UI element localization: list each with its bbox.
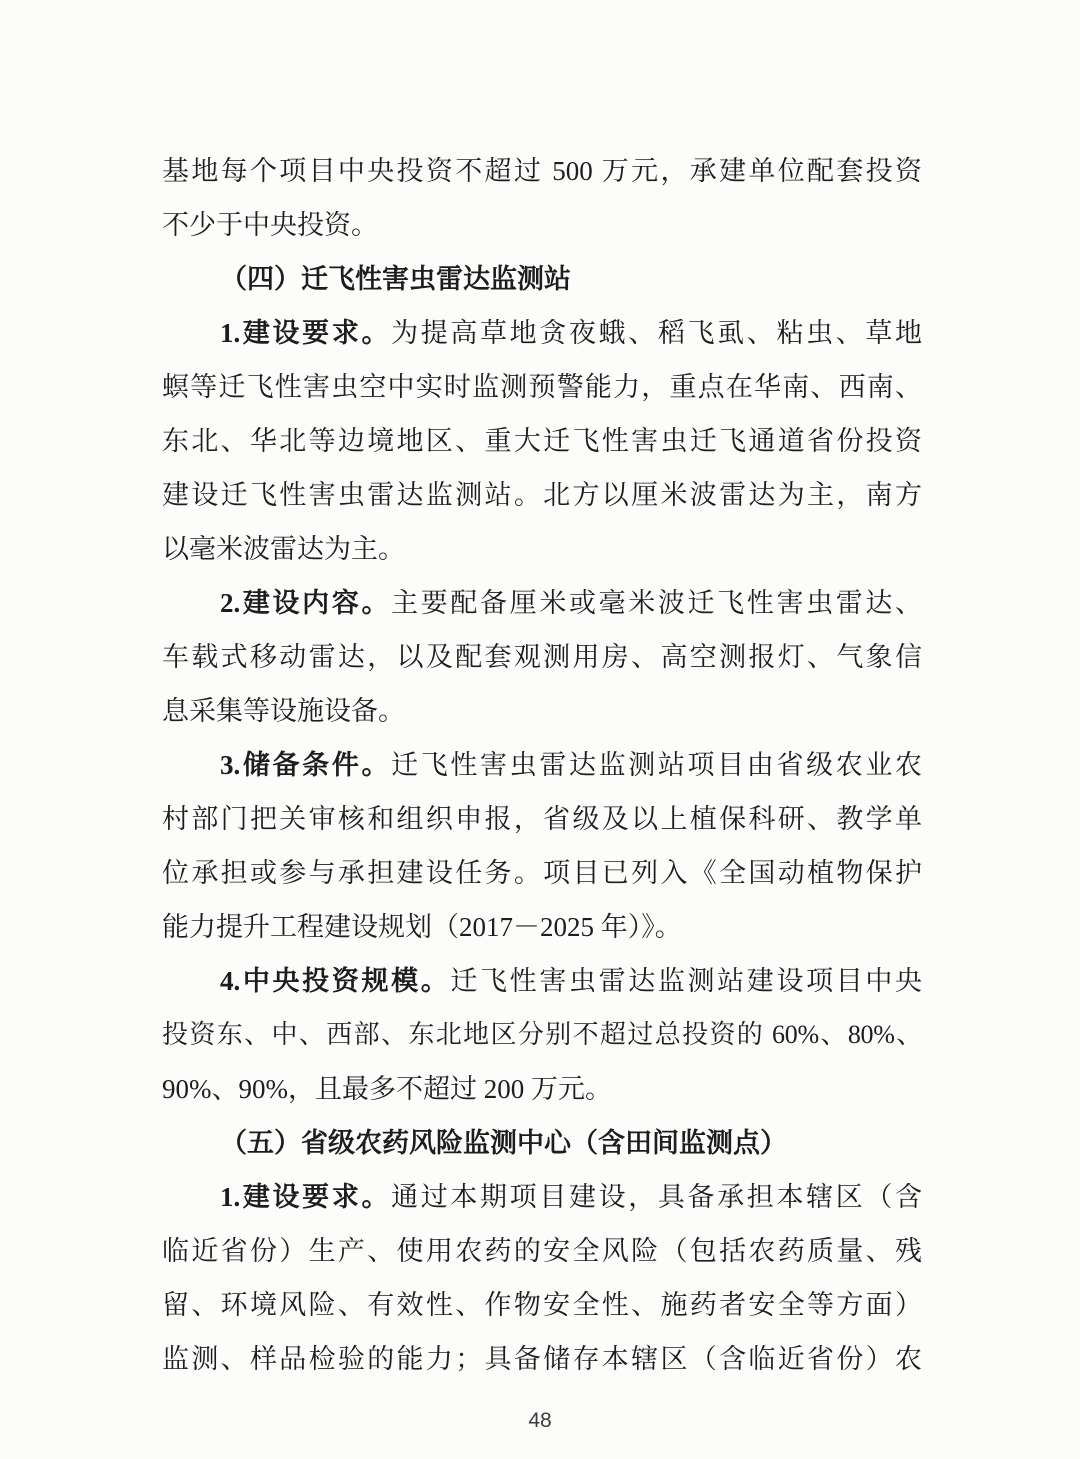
- paragraph-line: [162, 468, 922, 522]
- paragraph-line: [162, 684, 922, 738]
- paragraph-line: [162, 738, 922, 792]
- paragraph-line: [162, 360, 922, 414]
- paragraph-line: [162, 954, 922, 1008]
- line-bold-text: 2.建设内容。: [220, 588, 392, 618]
- paragraph-line: [162, 1008, 922, 1062]
- line-bold-text: 1.建设要求。: [220, 1182, 392, 1212]
- page-number: 48: [528, 1409, 552, 1432]
- paragraph-line: [162, 1170, 922, 1224]
- line-text: 村部门把关审核和组织申报，省级及以上植保科研、教学单: [162, 804, 922, 834]
- heading-text: （四）迁飞性害虫雷达监测站: [220, 264, 571, 294]
- line-text: 以毫米波雷达为主。: [162, 534, 405, 564]
- line-text: 90%、90%，且最多不超过 200 万元。: [162, 1074, 612, 1104]
- line-text: 投资东、中、西部、东北地区分别不超过总投资的 60%、80%、: [162, 1020, 922, 1049]
- line-bold-text: 3.储备条件。: [220, 750, 392, 780]
- paragraph-line: [162, 306, 922, 360]
- paragraph-line: [162, 1278, 922, 1332]
- paragraph-line: [162, 1332, 922, 1386]
- line-text: 不少于中央投资。: [162, 210, 378, 240]
- paragraph-line: [162, 792, 922, 846]
- paragraph-line: [162, 1224, 922, 1278]
- document-body: [162, 144, 922, 1386]
- line-text: 能力提升工程建设规划（2017－2025 年）》。: [162, 912, 682, 942]
- line-text: 建设迁飞性害虫雷达监测站。北方以厘米波雷达为主，南方: [162, 480, 922, 510]
- line-text: 息采集等设施设备。: [162, 696, 405, 726]
- paragraph-line: [162, 900, 922, 954]
- heading-text: （五）省级农药风险监测中心（含田间监测点）: [220, 1128, 787, 1158]
- line-text: 迁飞性害虫雷达监测站项目由省级农业农: [391, 750, 922, 780]
- paragraph-line: [162, 144, 922, 198]
- line-text: 通过本期项目建设，具备承担本辖区（含: [391, 1182, 922, 1212]
- line-bold-text: 1.建设要求。: [220, 318, 392, 348]
- line-text: 车载式移动雷达，以及配套观测用房、高空测报灯、气象信: [162, 642, 922, 672]
- line-text: 东北、华北等边境地区、重大迁飞性害虫迁飞通道省份投资: [162, 426, 922, 456]
- paragraph-line: [162, 846, 922, 900]
- line-text: 为提高草地贪夜蛾、稻飞虱、粘虫、草地: [391, 318, 922, 348]
- line-text: 螟等迁飞性害虫空中实时监测预警能力，重点在华南、西南、: [162, 372, 922, 402]
- paragraph-line: [162, 630, 922, 684]
- line-text: 位承担或参与承担建设任务。项目已列入《全国动植物保护: [162, 858, 922, 888]
- line-text: 监测、样品检验的能力；具备储存本辖区（含临近省份）农: [162, 1344, 922, 1374]
- section-heading: [162, 1116, 922, 1170]
- paragraph-line: [162, 1062, 922, 1116]
- line-text: 临近省份）生产、使用农药的安全风险（包括农药质量、残: [162, 1236, 922, 1266]
- paragraph-line: [162, 198, 922, 252]
- paragraph-line: [162, 576, 922, 630]
- line-text: 迁飞性害虫雷达监测站建设项目中央: [450, 966, 922, 996]
- paragraph-line: [162, 414, 922, 468]
- paragraph-line: [162, 522, 922, 576]
- section-heading: [162, 252, 922, 306]
- line-text: 留、环境风险、有效性、作物安全性、施药者安全等方面）: [162, 1290, 922, 1320]
- line-text: 主要配备厘米或毫米波迁飞性害虫雷达、: [391, 588, 922, 618]
- line-text: 基地每个项目中央投资不超过 500 万元，承建单位配套投资: [162, 156, 922, 186]
- line-bold-text: 4.中央投资规模。: [220, 966, 451, 996]
